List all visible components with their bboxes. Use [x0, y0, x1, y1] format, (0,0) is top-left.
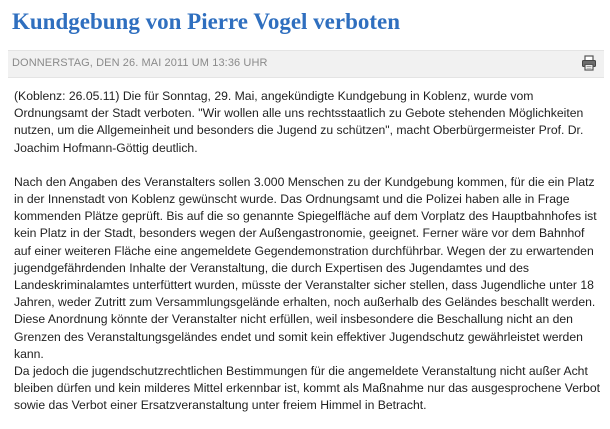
article-date: DONNERSTAG, DEN 26. MAI 2011 UM 13:36 UHR	[12, 57, 268, 69]
article-meta-bar	[8, 50, 604, 78]
article-paragraph: Nach den Angaben des Veranstalters sollen 3.000 Menschen zu der Kundgebung kommen, für die ein Platz in der Innenstadt von Koblenz gewünscht wurde. Das Ordnungsamt und die Polizei haben alle in Frage kommenden Plätze geprüft. Bis auf die so genannte Spiegelfläche auf dem Vorplatz des Hauptbahnhofes ist kein Platz in der Stadt, besonders wegen der Außengastronomie, geeignet. Ferner wäre vor dem Bahnhof auf einer weiteren Fläche eine angemeldete Gegendemonstration durchführbar. Wegen der zu erwartenden jugendgefährdenden Inhalte der Veranstaltung, die durch Expertisen des Jugendamtes und des Landeskriminalamtes unterfüttert wurden, müsste der Veranstalter sicher stellen, dass Jugendliche unter 18 Jahren, weder Zutritt zum Versammlungsgelände erhalten, noch außerhalb des Geländes beschallt werden. Diese Anordnung könnte der Veranstalter nicht erfüllen, weil insbesondere die Beschallung nicht an den Grenzen des Veranstaltungsgeländes endet und somit kein effektiver Jugendschutz gewährleistet werden kann.	[14, 174, 597, 361]
printer-icon[interactable]	[580, 54, 598, 72]
article-body	[8, 78, 604, 415]
article-paragraph: (Koblenz: 26.05.11) Die für Sonntag, 29. Mai, angekündigte Kundgebung in Koblenz, wurde vom Ordnungsamt der Stadt verboten. "Wir wollen alle uns rechtsstaatlich zu Gebote stehenden Möglichkeiten nutzen, um die Allgemeinheit und besonders die Jugend zu schützen", macht Oberbürgermeister Prof. Dr. Joachim Hofmann-Göttig deutlich.	[14, 89, 584, 155]
article-title[interactable]: Kundgebung von Pierre Vogel verboten	[12, 9, 401, 34]
article-paragraph: Da jedoch die jugendschutzrechtlichen Bestimmungen für die angemeldete Veranstaltung nicht außer Acht bleiben dürfen und kein milderes Mittel erkennbar ist, kommt als Maßnahme nur das ausgesprochene Verbot sowie das Verbot einer Ersatzveranstaltung unter freiem Himmel in Betracht.	[14, 364, 600, 413]
article	[8, 0, 604, 415]
